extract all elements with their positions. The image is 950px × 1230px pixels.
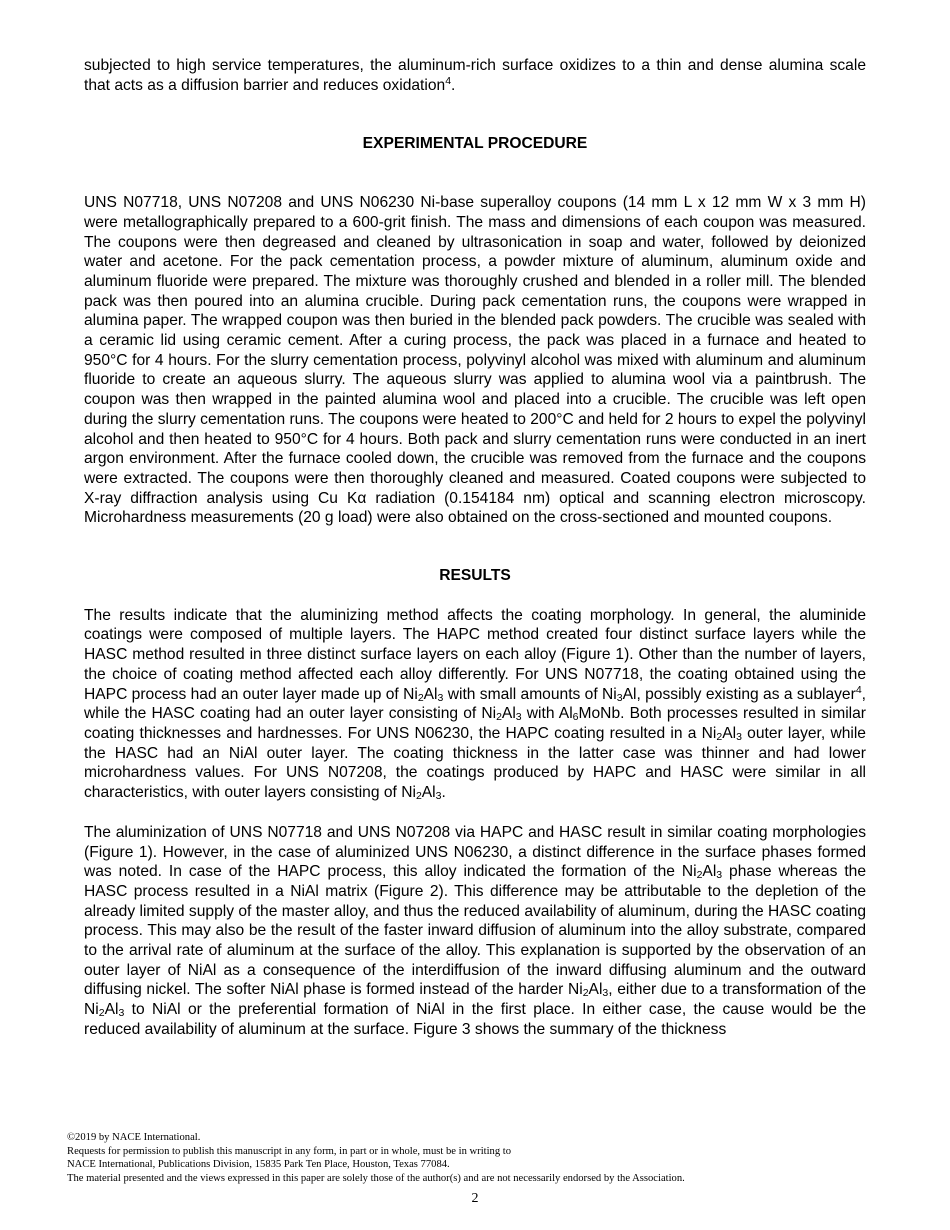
footer-permission: Requests for permission to publish this manuscript in any form, in part or in whole, must be in writing to bbox=[67, 1145, 512, 1157]
intro-paragraph-tail bbox=[84, 56, 866, 95]
copyright-footer bbox=[67, 1131, 883, 1185]
section-heading-experimental: EXPERIMENTAL PROCEDURE bbox=[362, 135, 588, 153]
citation-ref: 4 bbox=[445, 74, 452, 87]
footer-disclaimer: The material presented and the views expressed in this paper are solely those of the author(s) and are not necessarily endorsed by the Association. bbox=[67, 1172, 685, 1184]
section-heading-results: RESULTS bbox=[439, 567, 511, 585]
footer-address: NACE International, Publications Division, 15835 Park Ten Place, Houston, Texas 77084. bbox=[67, 1159, 450, 1171]
intro-end: . bbox=[451, 76, 456, 94]
page-number: 2 bbox=[471, 1191, 479, 1206]
paper-page bbox=[84, 56, 866, 1040]
results-paragraph-1: The results indicate that the aluminizing method affects the coating morphology. In general, the aluminide coatings were composed of multiple layers. The HAPC method created four distinct surface layers while the HASC method resulted in three distinct surface layers on each alloy (Figure 1). Other than the number of layers, the choice of coating method affected each alloy differently. For UNS N07718, the coating obtained using the HAPC process had an outer layer made up of $Ni_2Al_3$ with small amounts of $Ni_3Al$, possibly existing as a sublayer$^4$, while the HASC coating had an outer layer consisting of $Ni_2Al_3$ with $Al_6MoNb$. Both processes resulted in similar coating thicknesses and hardnesses. For UNS N06230, the HAPC coating resulted in a $Ni_2Al_3$ outer layer, while the HASC had an NiAl outer layer. The coating thickness in the latter case was thinner and had lower microhardness values. For UNS N07208, the coatings produced by HAPC and HASC were similar in all characteristics, with outer layers consisting of $Ni_2Al_3$. bbox=[84, 606, 866, 803]
intro-text: subjected to high service temperatures, the aluminum-rich surface oxidizes to a thin and dense alumina scale that acts as a diffusion barrier and reduces oxidation bbox=[84, 57, 866, 94]
results-paragraph-2: The aluminization of UNS N07718 and UNS N07208 via HAPC and HASC result in similar coating morphologies (Figure 1). However, in the case of aluminized UNS N06230, a distinct difference in the surface phases formed was noted. In case of the HAPC process, this alloy indicated the formation of the $Ni_2Al_3$ phase whereas the HASC process resulted in a NiAl matrix (Figure 2). This difference may be attributable to the depletion of the already limited supply of the master alloy, and thus the reduced availability of aluminum, during the HASC coating process. This may also be the result of the faster inward diffusion of aluminum into the alloy substrate, compared to the arrival rate of aluminum at the surface of the alloy. This explanation is supported by the observation of an outer layer of NiAl as a consequence of the interdiffusion of the inward diffusing aluminum and the outward diffusing nickel. The softer NiAl phase is formed instead of the harder $Ni_2Al_3$, either due to a transformation of the $Ni_2Al_3$ to NiAl or the preferential formation of NiAl in the first place. In either case, the cause would be the reduced availability of aluminum at the surface. Figure 3 shows the summary of the thickness bbox=[84, 823, 867, 1038]
experimental-paragraph: UNS N07718, UNS N07208 and UNS N06230 Ni-base superalloy coupons (14 mm L x 12 mm W x 3 mm H) were metallographically prepared to a 600-grit finish. The mass and dimensions of each coupon was measured. The coupons were then degreased and cleaned by ultrasonication in soap and water, followed by deionized water and acetone. For the pack cementation process, a powder mixture of aluminum, aluminum oxide and aluminum fluoride were prepared. The mixture was thoroughly crushed and blended in a roller mill. The blended pack was then poured into an alumina crucible. During pack cementation runs, the coupons were wrapped in alumina paper. The wrapped coupon was then buried in the blended pack powders. The crucible was sealed with a ceramic lid using ceramic cement. After a curing process, the pack was placed in a furnace and heated to 950°C for 4 hours. For the slurry cementation process, polyvinyl alcohol was mixed with aluminum and aluminum fluoride to create an aqueous slurry. The aqueous slurry was applied to alumina wool via a paintbrush. The coupon was then wrapped in the painted alumina wool and placed into a crucible. The crucible was left open during the slurry cementation runs. The coupons were heated to 200°C and held for 2 hours to expel the polyvinyl alcohol and then heated to 950°C for 4 hours. Both pack and slurry cementation runs were conducted in an inert argon environment. After the furnace cooled down, the crucible was removed from the furnace and the coupons were extracted. The coupons were then thoroughly cleaned and measured. Coated coupons were subjected to X-ray diffraction analysis using Cu Kα radiation (0.154184 nm) optical and scanning electron microscopy. Microhardness measurements (20 g load) were also obtained on the cross-sectioned and mounted coupons. bbox=[84, 194, 866, 527]
footer-copyright: ©2019 by NACE International. bbox=[67, 1132, 201, 1143]
